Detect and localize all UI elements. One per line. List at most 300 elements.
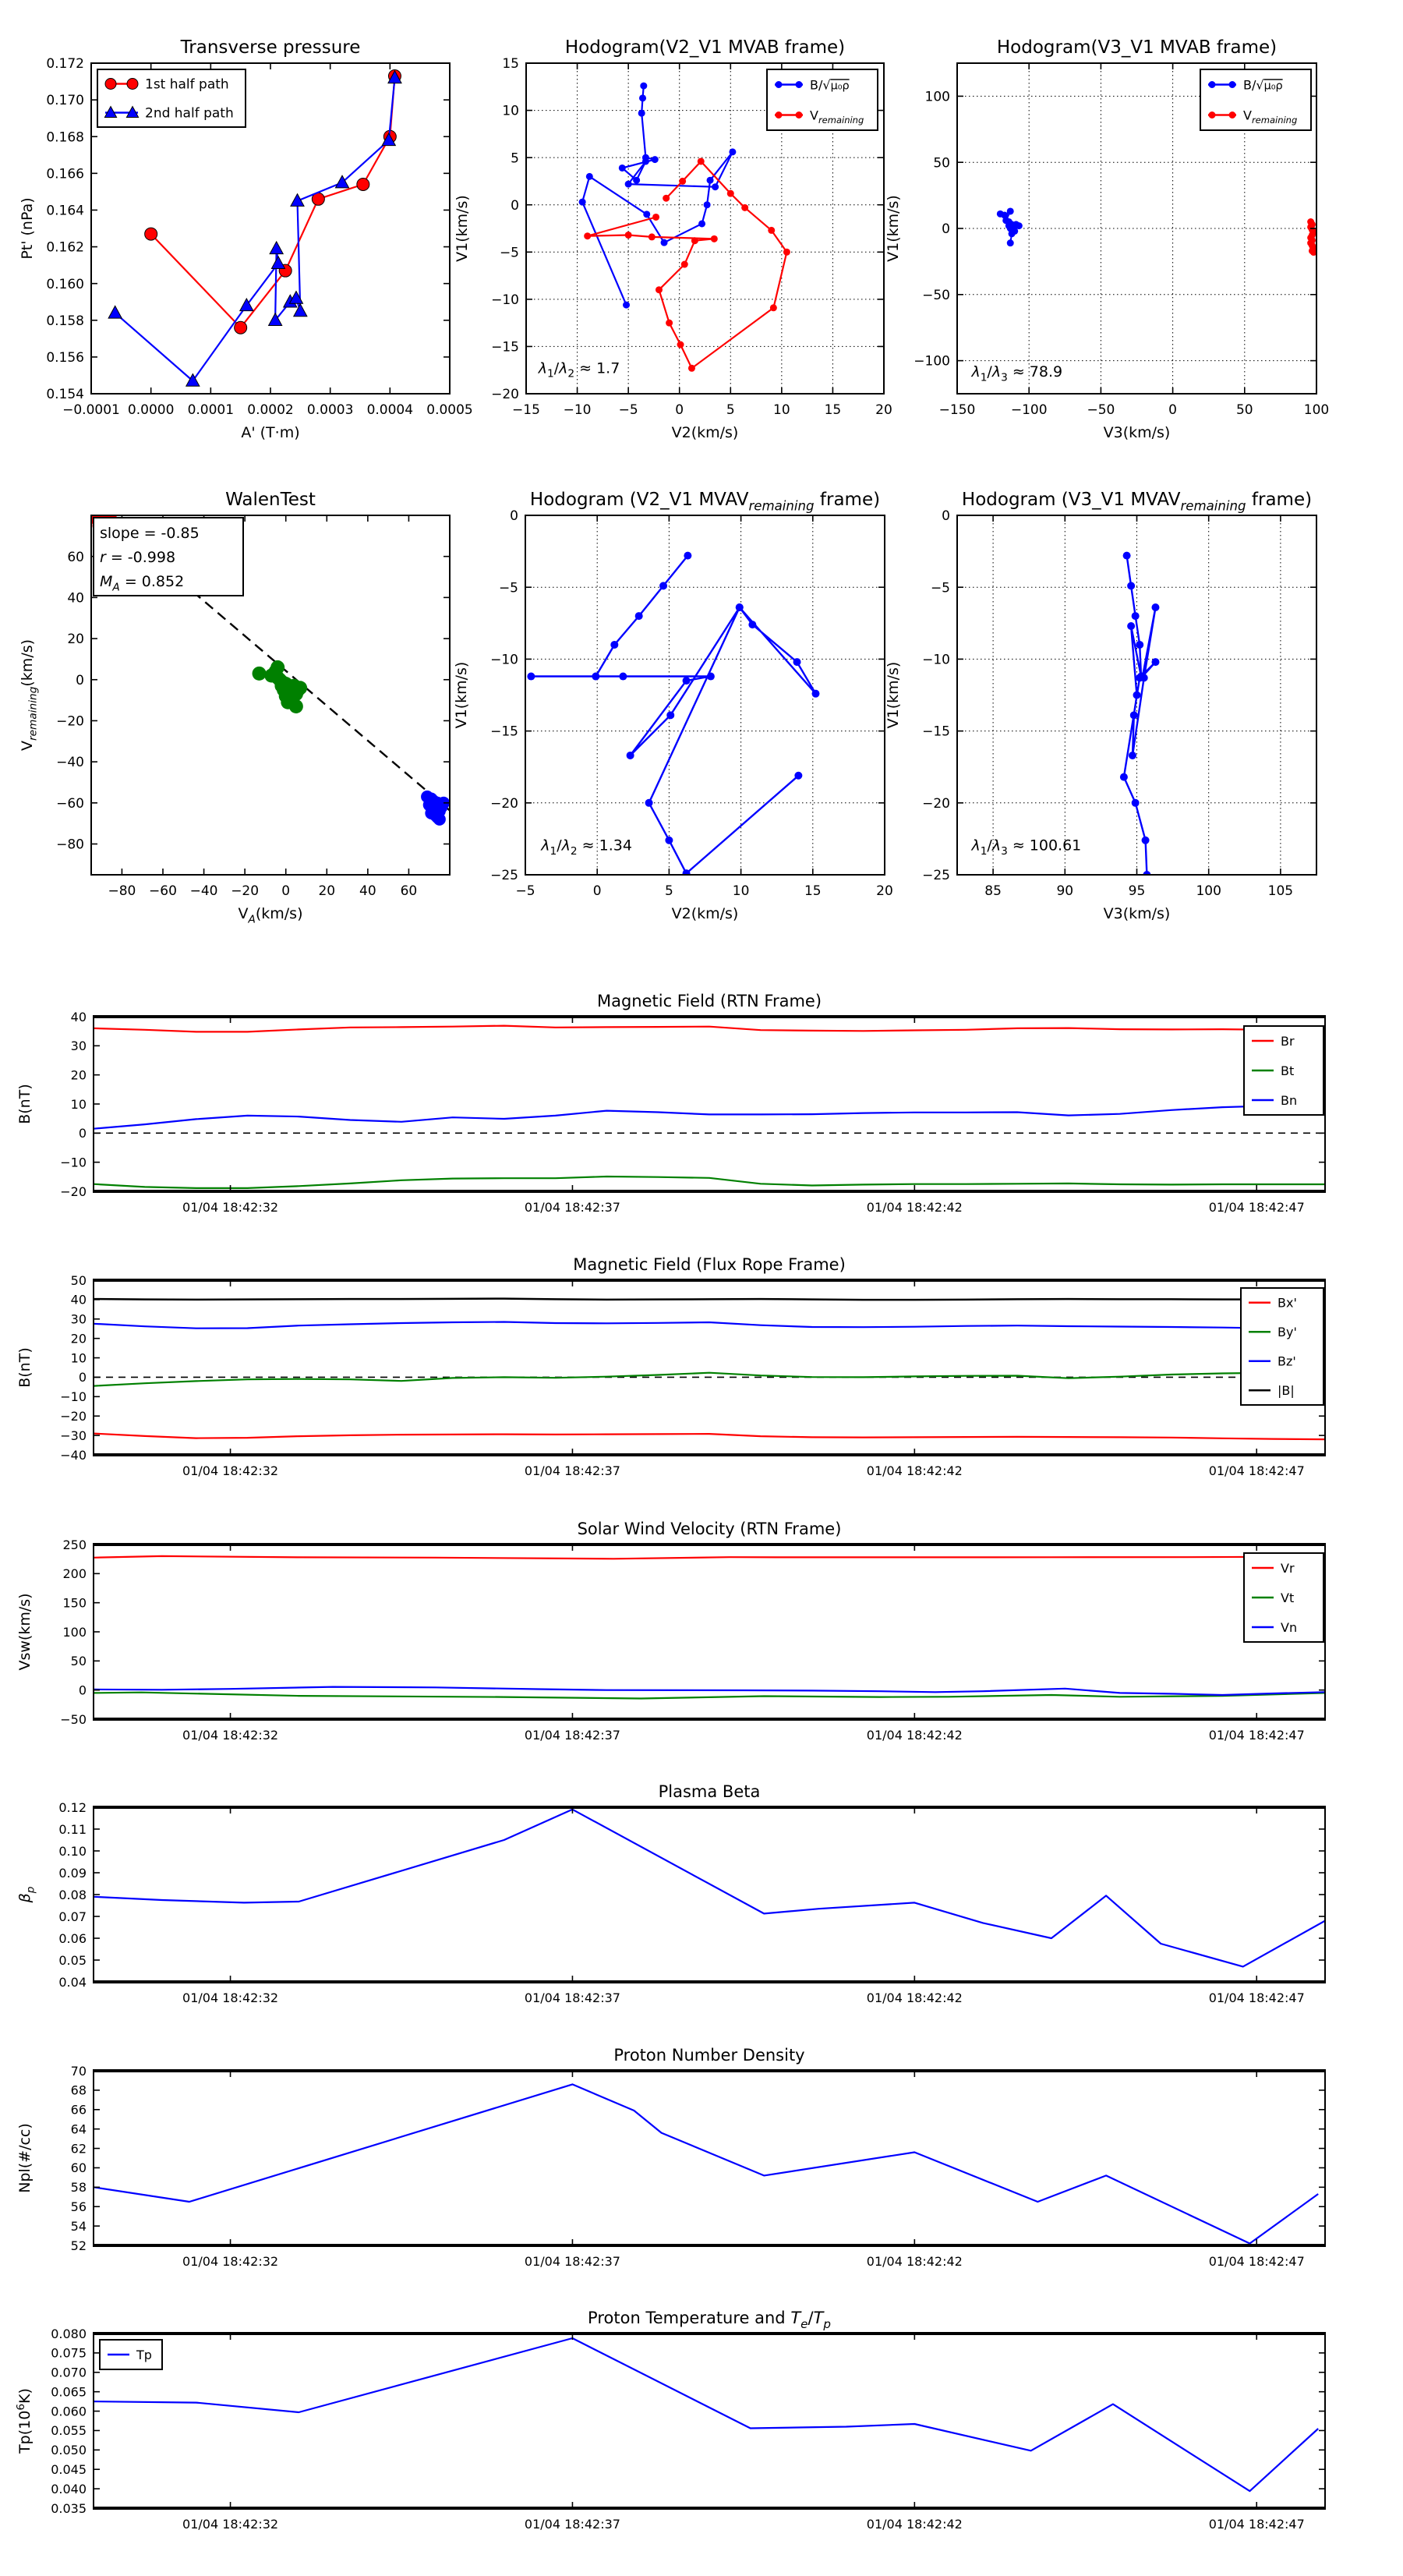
marker-dot: [1127, 622, 1135, 630]
y-tick-label: 64: [70, 2121, 87, 2137]
legend-label: Vr: [1281, 1560, 1295, 1576]
y-tick-label: 0: [942, 508, 950, 525]
subplot-magnetic-field-flux-rope: [16, 1255, 1325, 1478]
y-tick-label: 0.05: [58, 1952, 87, 1968]
marker-dot: [1209, 111, 1216, 119]
legend-label: 1st half path: [145, 76, 229, 93]
x-tick-label: 0.0002: [247, 402, 294, 418]
y-tick-label: 0.12: [58, 1799, 87, 1815]
marker-dot: [640, 83, 647, 90]
y-tick-label: −60: [56, 795, 84, 812]
y-tick-label: −15: [922, 724, 950, 740]
y-tick-label: 0: [511, 197, 519, 214]
y-tick-label: 54: [70, 2218, 87, 2234]
plot-area: [94, 1280, 1325, 1455]
y-tick-label: −50: [922, 287, 950, 303]
stats-line: r = -0.998: [100, 549, 176, 566]
x-tick-label: 01/04 18:42:47: [1208, 1990, 1305, 2005]
marker-dot: [666, 711, 674, 719]
y-tick-label: 0.08: [58, 1887, 87, 1902]
marker-dot: [586, 173, 593, 180]
marker-dot: [793, 658, 801, 666]
marker-dot: [729, 148, 736, 155]
marker-dot: [1009, 230, 1016, 237]
x-tick-label: −50: [1087, 402, 1115, 418]
marker-dot: [592, 673, 599, 681]
marker-dot: [633, 177, 640, 184]
plot-title: Magnetic Field (RTN Frame): [596, 992, 822, 1010]
y-tick-label: −5: [498, 580, 518, 596]
x-tick-label: 01/04 18:42:47: [1208, 1728, 1305, 1743]
y-tick-label: 56: [70, 2199, 87, 2214]
marker-dot: [527, 673, 535, 681]
marker-dot: [656, 286, 663, 293]
x-tick-label: 01/04 18:42:47: [1208, 1463, 1305, 1478]
x-axis-label: V3(km/s): [1103, 905, 1171, 922]
plot-title: Hodogram(V2_V1 MVAB frame): [564, 37, 846, 58]
legend-label: Tp: [136, 2347, 152, 2362]
marker-dot: [619, 673, 627, 681]
y-tick-label: 52: [70, 2238, 87, 2253]
y-tick-label: 50: [933, 155, 950, 172]
plot-title: Plasma Beta: [658, 1782, 761, 1801]
y-tick-label: 0: [78, 1683, 87, 1698]
legend-label: Bn: [1281, 1092, 1298, 1108]
x-tick-label: −60: [149, 883, 177, 899]
marker-dot: [659, 582, 667, 589]
x-tick-label: 01/04 18:42:47: [1208, 2517, 1305, 2532]
marker-dot: [736, 603, 744, 611]
y-tick-label: 0.055: [51, 2423, 87, 2439]
x-tick-label: −80: [108, 883, 136, 899]
plot-title: Transverse pressure: [180, 37, 361, 58]
marker-dot: [711, 235, 718, 242]
marker-dot: [748, 621, 756, 628]
marker-dot: [623, 302, 630, 309]
legend: [1241, 1288, 1323, 1405]
y-tick-label: 0.045: [51, 2461, 87, 2477]
x-tick-label: −10: [563, 402, 592, 418]
y-tick-label: 0.160: [46, 276, 84, 292]
y-axis-label: B(nT): [16, 1347, 34, 1388]
marker-dot: [684, 552, 691, 560]
y-tick-label: −25: [490, 868, 518, 884]
plot-title: Solar Wind Velocity (RTN Frame): [577, 1520, 842, 1538]
y-tick-label: 10: [70, 1096, 87, 1112]
marker-dot: [1151, 603, 1159, 611]
marker-dot: [1132, 612, 1140, 620]
marker-dot: [698, 157, 705, 165]
subplot-hodogram-v3v1-mvab: [885, 37, 1329, 441]
y-tick-label: −20: [60, 1184, 87, 1199]
marker-dot: [663, 195, 670, 202]
marker-dot: [625, 232, 632, 239]
y-tick-label: 0: [510, 508, 518, 525]
x-tick-label: 01/04 18:42:37: [524, 1200, 620, 1215]
x-axis-label: $V_A(km/s)$: [238, 905, 303, 926]
x-tick-label: 01/04 18:42:37: [524, 1728, 620, 1743]
y-tick-label: 100: [924, 89, 950, 105]
x-tick-label: 01/04 18:42:32: [182, 1728, 279, 1743]
y-axis-label: $Tp(10^6K)$: [14, 2388, 34, 2454]
marker-dot: [627, 752, 634, 759]
legend-label: $V_{remaining}$: [810, 108, 864, 126]
y-tick-label: 30: [70, 1311, 87, 1327]
legend: [1244, 1553, 1323, 1642]
y-tick-label: 250: [62, 1537, 87, 1552]
y-tick-label: −20: [922, 795, 950, 812]
plot-area: [525, 515, 885, 875]
y-tick-label: 60: [67, 549, 84, 565]
y-tick-label: −20: [491, 387, 519, 403]
plot-title: Magnetic Field (Flux Rope Frame): [573, 1255, 846, 1274]
marker-dot: [1133, 692, 1141, 699]
annotation: $\lambda_1/\lambda_2 \approx 1.7$: [538, 359, 620, 380]
legend: [767, 69, 878, 130]
marker-dot: [1120, 773, 1128, 781]
marker-dot: [1229, 111, 1236, 119]
y-tick-label: 62: [70, 2141, 87, 2157]
x-tick-label: 10: [773, 402, 790, 418]
y-tick-label: 66: [70, 2102, 87, 2118]
marker-dot: [770, 304, 777, 311]
y-tick-label: −20: [56, 713, 84, 730]
y-axis-label: Pt' (nPa): [19, 197, 36, 260]
marker-dot: [1151, 658, 1159, 666]
y-tick-label: −10: [490, 652, 518, 668]
x-tick-label: 0.0004: [366, 402, 414, 418]
marker-dot: [433, 813, 446, 826]
marker-dot: [619, 165, 626, 172]
x-tick-label: 01/04 18:42:32: [182, 1200, 279, 1215]
y-tick-label: −10: [60, 1389, 87, 1405]
y-tick-label: −50: [60, 1711, 87, 1727]
x-tick-label: 100: [1303, 402, 1330, 418]
series-B-magnitude: [94, 1299, 1325, 1300]
legend-label: Bt: [1281, 1063, 1295, 1078]
x-tick-label: 0.0003: [306, 402, 354, 418]
plot-title: Hodogram (V2_V1 $MVAV_{remaining}$ frame): [529, 490, 881, 514]
x-tick-label: 60: [400, 883, 418, 899]
y-tick-label: −15: [490, 724, 518, 740]
y-tick-label: 0.162: [46, 239, 84, 256]
marker-dot: [648, 233, 656, 240]
x-tick-label: 01/04 18:42:32: [182, 1990, 279, 2005]
y-tick-label: 0.164: [46, 203, 84, 219]
y-tick-label: 5: [511, 150, 519, 167]
plot-title: Proton Temperature and $T_e/T_p$: [588, 2309, 831, 2331]
y-tick-label: 40: [67, 590, 84, 607]
legend: [1244, 1026, 1323, 1115]
marker-dot: [635, 612, 643, 620]
stats-line: slope = -0.85: [100, 525, 200, 542]
y-tick-label: 0.070: [51, 2365, 87, 2380]
plot-title: WalenTest: [225, 490, 316, 510]
stats-box: [94, 518, 243, 596]
annotation: $\lambda_1/\lambda_2 \approx 1.34$: [541, 837, 632, 858]
y-tick-label: 10: [70, 1350, 87, 1366]
x-axis-label: V2(km/s): [671, 905, 739, 922]
x-tick-label: 01/04 18:42:42: [866, 1728, 963, 1743]
marker-circle: [127, 79, 138, 90]
x-tick-label: 15: [804, 883, 822, 899]
x-tick-label: 0: [675, 402, 684, 418]
x-tick-label: 85: [984, 883, 1002, 899]
marker-dot: [677, 341, 684, 349]
x-tick-label: −15: [512, 402, 540, 418]
y-tick-label: 0: [78, 1126, 87, 1141]
y-tick-label: 20: [70, 1067, 87, 1083]
y-tick-label: −40: [60, 1447, 87, 1463]
marker-dot: [712, 183, 719, 190]
y-tick-label: 0.06: [58, 1930, 87, 1946]
x-axis-label: A' (T·m): [241, 424, 300, 441]
x-tick-label: 01/04 18:42:42: [866, 1200, 963, 1215]
marker-circle: [105, 79, 116, 90]
x-tick-label: −5: [618, 402, 638, 418]
y-tick-label: −100: [914, 353, 950, 370]
y-tick-label: 0.065: [51, 2384, 87, 2400]
y-tick-label: 0.166: [46, 166, 84, 182]
marker-dot: [253, 667, 267, 681]
legend-label: $V_{remaining}$: [1243, 108, 1298, 126]
marker-dot: [794, 772, 802, 780]
plot-area: [94, 2071, 1325, 2245]
legend-label: B/√μ₀ρ: [810, 77, 850, 93]
x-tick-label: 01/04 18:42:42: [866, 2517, 963, 2532]
legend-label: 2nd half path: [145, 105, 234, 122]
legend-label: By': [1278, 1325, 1297, 1340]
y-tick-label: −80: [56, 837, 84, 853]
x-tick-label: −5: [515, 883, 535, 899]
x-tick-label: 01/04 18:42:37: [524, 1463, 620, 1478]
y-tick-label: 0.156: [46, 350, 84, 366]
legend-label: Br: [1281, 1033, 1295, 1049]
marker-dot: [741, 204, 748, 211]
y-tick-label: 50: [70, 1272, 87, 1288]
x-tick-label: 01/04 18:42:42: [866, 1463, 963, 1478]
y-tick-label: 0.158: [46, 313, 84, 329]
y-tick-label: 20: [70, 1331, 87, 1346]
y-axis-label: V1(km/s): [885, 195, 902, 262]
y-tick-label: 100: [62, 1624, 87, 1640]
y-tick-label: 150: [62, 1595, 87, 1611]
annotation: $\lambda_1/\lambda_3 \approx 78.9$: [971, 363, 1063, 384]
legend-label: Vn: [1281, 1619, 1298, 1635]
series-line: [94, 1299, 1325, 1300]
marker-dot: [704, 201, 711, 208]
y-tick-label: −5: [499, 245, 519, 261]
y-axis-label: V1(km/s): [885, 661, 902, 729]
marker-dot: [681, 261, 688, 268]
subplot-solar-wind-velocity: [16, 1520, 1325, 1743]
marker-dot: [661, 239, 668, 246]
marker-dot: [1130, 711, 1138, 719]
marker-dot: [625, 181, 632, 188]
x-tick-label: 15: [824, 402, 842, 418]
marker-dot: [679, 178, 686, 185]
marker-dot: [645, 799, 653, 807]
y-axis-label: Vsw(km/s): [16, 1593, 34, 1671]
x-tick-label: 0: [592, 883, 602, 899]
x-tick-label: 20: [876, 883, 893, 899]
marker-dot: [727, 190, 734, 197]
legend: [97, 69, 246, 127]
marker-circle: [235, 321, 247, 334]
plot-title: Hodogram(V3_V1 MVAB frame): [996, 37, 1278, 58]
y-tick-label: 50: [70, 1654, 87, 1669]
marker-dot: [579, 199, 586, 206]
y-tick-label: 15: [502, 56, 519, 73]
x-tick-label: 0: [281, 883, 291, 899]
marker-dot: [796, 111, 803, 119]
x-tick-label: 01/04 18:42:47: [1208, 2254, 1305, 2269]
marker-dot: [776, 111, 783, 119]
y-tick-label: −30: [60, 1428, 87, 1443]
legend: [100, 2340, 162, 2369]
y-tick-label: 0.075: [51, 2345, 87, 2361]
plot-title: Proton Number Density: [613, 2046, 805, 2065]
subplot-walen-test: [19, 490, 450, 925]
y-tick-label: 0.154: [46, 387, 84, 403]
marker-circle: [145, 228, 157, 240]
y-tick-label: 10: [502, 103, 519, 119]
x-axis-label: V3(km/s): [1103, 424, 1171, 441]
y-tick-label: −10: [491, 292, 519, 308]
x-tick-label: 10: [732, 883, 750, 899]
marker-dot: [1129, 752, 1136, 759]
y-tick-label: 0.060: [51, 2404, 87, 2419]
marker-dot: [652, 156, 659, 163]
legend-label: Vt: [1281, 1590, 1295, 1605]
y-tick-label: 0: [76, 672, 84, 688]
x-tick-label: 50: [1235, 402, 1253, 418]
x-tick-label: 90: [1056, 883, 1074, 899]
marker-dot: [584, 232, 591, 239]
y-axis-label: V1(km/s): [453, 661, 470, 729]
y-axis-label: $\beta_p$: [16, 1886, 37, 1903]
marker-dot: [1229, 81, 1236, 88]
plot-area: [94, 1807, 1325, 1982]
subplot-hodogram-v2v1-mvav: [453, 490, 893, 922]
x-tick-label: 01/04 18:42:37: [524, 2517, 620, 2532]
y-tick-label: −40: [56, 755, 84, 771]
y-tick-label: 70: [70, 2063, 87, 2079]
legend-label: B/√μ₀ρ: [1243, 77, 1283, 93]
y-tick-label: −10: [922, 652, 950, 668]
marker-dot: [665, 837, 673, 844]
stats-line: $M_A = 0.852$: [100, 573, 185, 594]
marker-dot: [707, 177, 714, 184]
y-tick-label: 0.04: [58, 1974, 87, 1990]
subplot-proton-temperature: [15, 2309, 1325, 2532]
y-tick-label: 0: [78, 1370, 87, 1385]
y-tick-label: 0.035: [51, 2500, 87, 2516]
marker-dot: [1123, 552, 1131, 560]
x-tick-label: −100: [1010, 402, 1048, 418]
legend: [1200, 69, 1311, 130]
x-tick-label: 100: [1196, 883, 1221, 899]
y-tick-label: −20: [60, 1408, 87, 1424]
y-tick-label: 0.040: [51, 2481, 87, 2496]
x-tick-label: 01/04 18:42:42: [866, 1990, 963, 2005]
annotation: $\lambda_1/\lambda_3 \approx 100.61$: [971, 837, 1082, 858]
y-tick-label: 0.172: [46, 56, 84, 73]
y-axis-label: V1(km/s): [454, 195, 471, 262]
y-tick-label: 58: [70, 2180, 87, 2196]
x-tick-label: −20: [231, 883, 260, 899]
marker-dot: [652, 214, 659, 221]
x-tick-label: 01/04 18:42:32: [182, 2517, 279, 2532]
x-tick-label: 20: [318, 883, 336, 899]
x-tick-label: 0.0001: [187, 402, 235, 418]
y-tick-label: 200: [62, 1566, 87, 1582]
marker-dot: [688, 365, 695, 372]
x-tick-label: −150: [938, 402, 976, 418]
y-tick-label: 0.080: [51, 2326, 87, 2341]
marker-dot: [783, 249, 790, 256]
x-tick-label: 0: [1168, 402, 1178, 418]
subplot-plasma-beta: [16, 1782, 1325, 2005]
legend-label: |B|: [1278, 1383, 1295, 1399]
x-tick-label: −40: [189, 883, 218, 899]
marker-dot: [811, 690, 819, 698]
x-tick-label: 95: [1128, 883, 1146, 899]
y-tick-label: −25: [922, 868, 950, 884]
y-tick-label: 30: [70, 1039, 87, 1054]
marker-dot: [666, 320, 673, 327]
x-tick-label: 01/04 18:42:37: [524, 1990, 620, 2005]
y-tick-label: −20: [490, 795, 518, 812]
y-axis-label: $V_{remaining}(km/s)$: [19, 639, 40, 752]
marker-dot: [638, 110, 645, 117]
marker-dot: [293, 681, 307, 695]
x-tick-label: 0.0005: [426, 402, 473, 418]
x-tick-label: 01/04 18:42:47: [1208, 1200, 1305, 1215]
y-axis-label: B(nT): [16, 1084, 34, 1124]
marker-dot: [1136, 674, 1143, 681]
y-tick-label: −10: [60, 1155, 87, 1170]
x-tick-label: 5: [726, 402, 735, 418]
x-axis-label: V2(km/s): [671, 424, 739, 441]
x-tick-label: 01/04 18:42:37: [524, 2254, 620, 2269]
y-axis-label: Npl(#/cc): [16, 2123, 34, 2193]
marker-dot: [639, 94, 646, 101]
x-tick-label: 01/04 18:42:32: [182, 1463, 279, 1478]
y-tick-label: 60: [70, 2160, 87, 2176]
y-tick-label: 0.09: [58, 1865, 87, 1881]
marker-dot: [683, 869, 691, 877]
marker-dot: [1136, 641, 1143, 649]
marker-dot: [1127, 582, 1135, 589]
marker-dot: [1007, 239, 1014, 246]
marker-dot: [1142, 837, 1150, 844]
marker-dot: [796, 81, 803, 88]
y-tick-label: 68: [70, 2082, 87, 2098]
marker-dot: [776, 81, 783, 88]
subplot-hodogram-v2v1-mvab: [454, 37, 892, 441]
marker-dot: [707, 673, 715, 681]
x-tick-label: 20: [875, 402, 892, 418]
marker-dot: [768, 227, 775, 234]
y-tick-label: 0.168: [46, 129, 84, 146]
marker-dot: [683, 677, 691, 685]
plot-title: Hodogram (V3_V1 $MVAV_{remaining}$ frame): [961, 490, 1313, 514]
x-tick-label: 40: [359, 883, 376, 899]
x-tick-label: 0.0000: [127, 402, 175, 418]
y-tick-label: 0.10: [58, 1843, 87, 1859]
x-tick-label: 01/04 18:42:42: [866, 2254, 963, 2269]
